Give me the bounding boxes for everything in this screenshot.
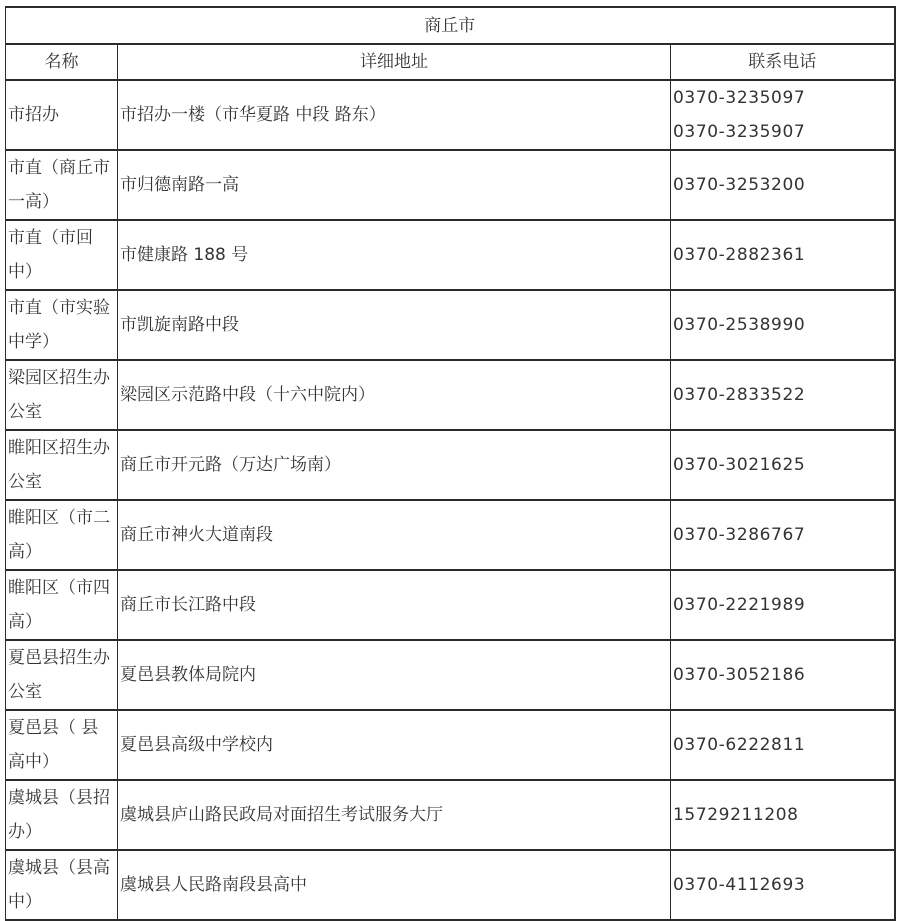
address-cell: 虞城县庐山路民政局对面招生考试服务大厅 <box>118 780 671 850</box>
address-cell: 市招办一楼（市华夏路 中段 路东） <box>118 80 671 150</box>
office-name-cell: 睢阳区（市二高） <box>6 500 118 570</box>
phone-number: 0370-2833522 <box>673 385 806 405</box>
phone-cell <box>671 500 895 570</box>
table-row <box>6 290 895 360</box>
phone-number: 0370-2882361 <box>673 245 806 265</box>
table-row <box>6 710 895 780</box>
phone-cell <box>671 80 895 150</box>
phone-cell <box>671 150 895 220</box>
phone-cell <box>671 360 895 430</box>
address-cell: 商丘市神火大道南段 <box>118 500 671 570</box>
office-name-cell: 夏邑县招生办公室 <box>6 640 118 710</box>
phone-number: 0370-3235907 <box>673 122 806 142</box>
phone-cell <box>671 220 895 290</box>
table-row <box>6 640 895 710</box>
table-row <box>6 430 895 500</box>
phone-cell <box>671 850 895 920</box>
table-row <box>6 220 895 290</box>
table-row <box>6 850 895 920</box>
table-title: 商丘市 <box>6 7 895 44</box>
phone-number: 0370-4112693 <box>673 875 806 895</box>
table-header-row <box>6 44 895 80</box>
phone-cell <box>671 570 895 640</box>
office-name-cell: 市直（市回中） <box>6 220 118 290</box>
phone-cell <box>671 430 895 500</box>
address-cell: 商丘市开元路（万达广场南） <box>118 430 671 500</box>
office-name-cell: 夏邑县（ 县高中） <box>6 710 118 780</box>
address-cell: 商丘市长江路中段 <box>118 570 671 640</box>
address-cell: 夏邑县高级中学校内 <box>118 710 671 780</box>
header-phone: 联系电话 <box>671 44 895 80</box>
office-name-cell: 虞城县（县招办） <box>6 780 118 850</box>
phone-number: 0370-3052186 <box>673 665 806 685</box>
phone-number: 0370-2221989 <box>673 595 806 615</box>
contact-table <box>5 6 896 921</box>
office-name-cell: 虞城县（县高中） <box>6 850 118 920</box>
phone-number: 0370-3235097 <box>673 88 806 108</box>
table-title-row <box>6 7 895 44</box>
table-row <box>6 360 895 430</box>
header-name: 名称 <box>6 44 118 80</box>
table-row <box>6 570 895 640</box>
table-row <box>6 150 895 220</box>
office-name-cell: 市直（市实验中学） <box>6 290 118 360</box>
phone-number: 15729211208 <box>673 805 799 825</box>
table-body <box>6 7 895 920</box>
table-row <box>6 80 895 150</box>
office-name-cell: 梁园区招生办公室 <box>6 360 118 430</box>
office-name-cell: 睢阳区招生办公室 <box>6 430 118 500</box>
address-cell: 市健康路 188 号 <box>118 220 671 290</box>
address-cell: 梁园区示范路中段（十六中院内） <box>118 360 671 430</box>
address-cell: 夏邑县教体局院内 <box>118 640 671 710</box>
header-address: 详细地址 <box>118 44 671 80</box>
phone-number: 0370-3253200 <box>673 175 806 195</box>
table-row <box>6 780 895 850</box>
phone-cell <box>671 290 895 360</box>
phone-number: 0370-3286767 <box>673 525 806 545</box>
phone-cell <box>671 710 895 780</box>
office-name-cell: 睢阳区（市四高） <box>6 570 118 640</box>
phone-cell <box>671 780 895 850</box>
phone-number: 0370-6222811 <box>673 735 806 755</box>
office-name-cell: 市招办 <box>6 80 118 150</box>
address-cell: 虞城县人民路南段县高中 <box>118 850 671 920</box>
office-name-cell: 市直（商丘市一高） <box>6 150 118 220</box>
table-row <box>6 500 895 570</box>
phone-number: 0370-3021625 <box>673 455 806 475</box>
phone-cell <box>671 640 895 710</box>
address-cell: 市凯旋南路中段 <box>118 290 671 360</box>
address-cell: 市归德南路一高 <box>118 150 671 220</box>
phone-number: 0370-2538990 <box>673 315 806 335</box>
